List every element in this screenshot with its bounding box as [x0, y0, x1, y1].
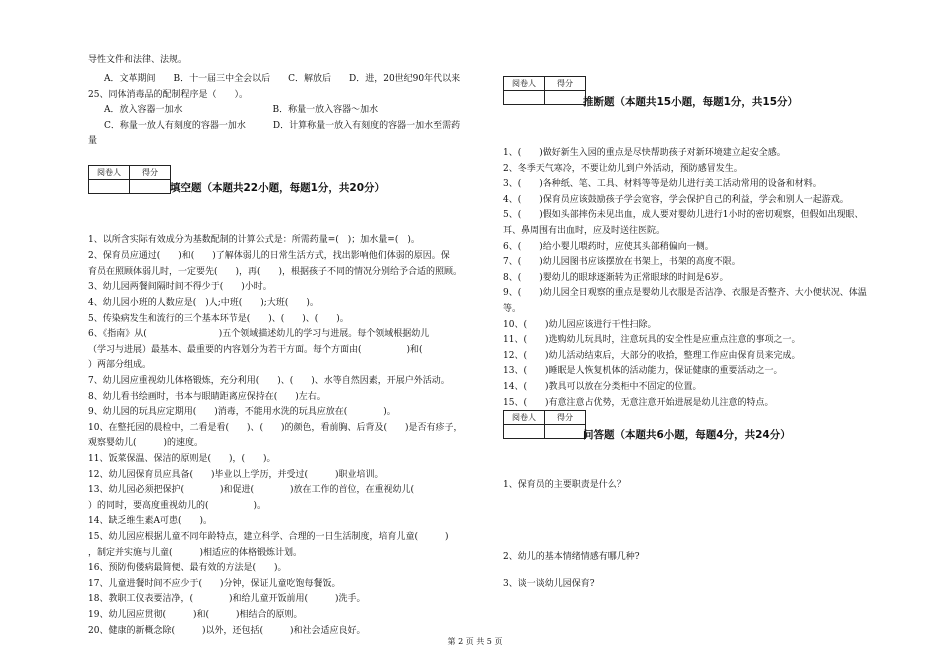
question-line: 7、幼儿园应重视幼儿体格锻炼，充分利用( )、( )、水等自然因素，开展户外活动。 [88, 376, 450, 386]
question-line: ）的同时，要高度重视幼儿的( )。 [88, 501, 267, 511]
score-cell [130, 180, 171, 194]
question-line: 7、( )幼儿园图书应该摆放在书架上，书架的高度不限。 [503, 257, 741, 267]
question-line: 5、( )假如头部摔伤未见出血，成人要对婴幼儿进行1小时的密切观察，但假如出现眼、 [503, 210, 864, 220]
question-line: 9、( )幼儿园全日观察的重点是婴幼儿衣服是否洁净、衣服是否整齐、大小便状况、体温 [503, 288, 867, 298]
question-line: 1、保育员的主要职责是什么？ [503, 480, 626, 490]
score-cell [504, 91, 545, 105]
question-line: 3、幼儿园两餐间隔时间不得少于( )小时。 [88, 282, 272, 292]
score-table-header: 阅卷人 [504, 77, 545, 91]
text-line: A．放入容器一加水 B．称量一放入容器～加水 [104, 105, 379, 115]
section-title: 推断题（本题共15小题，每题1分，共15分） [583, 96, 799, 108]
question-line: 5、传染病发生和流行的三个基本环节是( )、( )、( )。 [88, 314, 349, 324]
question-line: 2、冬季天气寒冷，不要让幼儿到户外活动，预防感冒发生。 [503, 164, 743, 174]
question-line: 6、( )给小婴儿喂药时，应使其头部稍偏向一侧。 [503, 242, 714, 252]
question-line: 18、教职工仪表要洁净，( )和给儿童开饭前用( )洗手。 [88, 594, 366, 604]
question-line: 13、( )睡眠是人恢复机体的活动能力，保证健康的重要活动之一。 [503, 366, 783, 376]
question-line: 6、《指南》从( )五个领域描述幼儿的学习与进展。每个领域根据幼儿 [88, 329, 430, 339]
question-line: 14、缺乏维生素A可患( )。 [88, 516, 212, 526]
score-cell [504, 425, 545, 439]
question-line: 2、幼儿的基本情绪情感有哪几种? [503, 552, 640, 562]
question-line: 等。 [503, 304, 522, 314]
question-line: ）两部分组成。 [88, 360, 152, 370]
question-line: 14、( )教具可以放在分类柜中不固定的位置。 [503, 382, 702, 392]
score-table-header: 阅卷人 [504, 411, 545, 425]
question-line: 13、幼儿园必须把保护( )和促进( )放在工作的首位，在重视幼儿( [88, 485, 415, 495]
score-table-header: 得分 [130, 166, 171, 180]
section-title: 问答题（本题共6小题，每题4分，共24分） [583, 429, 791, 441]
question-line: 15、幼儿园应根据儿童不同年龄特点，建立科学、合理的一日生活制度，培育儿童( ) [88, 532, 449, 542]
question-line: 16、预防佝偻病最简便、最有效的方法是( )。 [88, 563, 287, 573]
question-line: 9、幼儿园的玩具应定期用( )消毒，不能用水洗的玩具应放在( )。 [88, 407, 396, 417]
question-line: 12、( )幼儿活动结束后，大部分的收拾，整理工作应由保育员来完成。 [503, 351, 801, 361]
score-table [88, 165, 171, 194]
text-line: 量 [88, 136, 98, 146]
question-line: 8、幼儿看书绘画时，书本与眼睛距离应保持在( )左右。 [88, 392, 326, 402]
score-table-header: 阅卷人 [89, 166, 130, 180]
question-line: 19、幼儿园应贯彻( )和( )相结合的原则。 [88, 610, 303, 620]
text-line: 25、同体消毒品的配制程序是（ ）。 [88, 90, 248, 100]
question-line: 8、( )婴幼儿的眼球逐渐转为正常眼球的时间是6岁。 [503, 273, 729, 283]
question-line: 12、幼儿园保育员应具备( )毕业以上学历，并受过( )职业培训。 [88, 470, 384, 480]
question-line: 观察婴幼儿( )的速度。 [88, 438, 204, 448]
page-number: 第 2 页 共 5 页 [447, 637, 503, 646]
question-line: 17、儿童进餐时间不应少于( )分钟，保证儿童吃饱每餐饭。 [88, 579, 341, 589]
question-line: 10、( )幼儿园应该进行干性扫除。 [503, 320, 657, 330]
text-line: C．称量一放人有刻度的容器一加水 D．计算称量一放入有刻度的容器一加水至需药 [104, 121, 461, 131]
question-line: 3、谈一谈幼儿园保育? [503, 579, 595, 589]
score-table [503, 76, 586, 105]
question-line: 1、以所含实际有效成分为基数配制的计算公式是：所需药量=( )；加水量=( )。 [88, 235, 420, 245]
question-line: 育员在照顾体弱儿时，一定要先( )，再( )，根据孩子不同的情况分别给予合适的照顾。 [88, 267, 463, 277]
score-cell [89, 180, 130, 194]
question-line: 10、在整托园的晨检中，二看是看( )、( )的颜色，看前胸、后背及( )是否有疹子， [88, 423, 463, 433]
score-table-header: 得分 [545, 77, 586, 91]
score-cell [545, 91, 586, 105]
text-line: A．文革期间 B．十一届三中全会以后 C．解放后 D．进，20世纪90年代以来 [104, 74, 461, 84]
question-line: 20、健康的新概念除( )以外，还包括( )和社会适应良好。 [88, 626, 366, 636]
section-title: 填空题（本题共22小题，每题1分，共20分） [170, 182, 386, 194]
question-line: 11、饭菜保温、保洁的原则是( )，( )。 [88, 454, 276, 464]
question-line: ，制定并实施与儿童( )相适应的体格锻炼计划。 [88, 548, 303, 558]
score-table-header: 得分 [545, 411, 586, 425]
text-line: 导性文件和法律、法规。 [88, 55, 188, 65]
question-line: 4、幼儿园小班的人数应是( )人;中班( );大班( )。 [88, 298, 319, 308]
score-table [503, 410, 586, 439]
question-line: 2、保育员应通过( )和( )了解体弱儿的日常生活方式，找出影响他们体弱的原因。保 [88, 251, 450, 261]
question-line: 11、( )选购幼儿玩具时，注意玩具的安全性是应重点注意的事项之一。 [503, 335, 801, 345]
question-line: 4、( )保育员应该鼓励孩子学会宽容，学会保护自己的利益，学会和别人一起游戏。 [503, 195, 849, 205]
score-cell [545, 425, 586, 439]
question-line: 1、( )做好新生入园的重点是尽快帮助孩子对新环境建立起安全感。 [503, 148, 786, 158]
question-line: 15、( )有意注意占优势，无意注意开始进展是幼儿注意的特点。 [503, 398, 774, 408]
question-line: 3、( )各种纸、笔、工具、材料等等是幼儿进行美工活动常用的设备和材料。 [503, 179, 822, 189]
question-line: （学习与进展）最基本、最重要的内容划分为若干方面。每个方面由( )和( [88, 345, 432, 355]
question-line: 耳、鼻周围有出血时，应及时送往医院。 [503, 226, 666, 236]
